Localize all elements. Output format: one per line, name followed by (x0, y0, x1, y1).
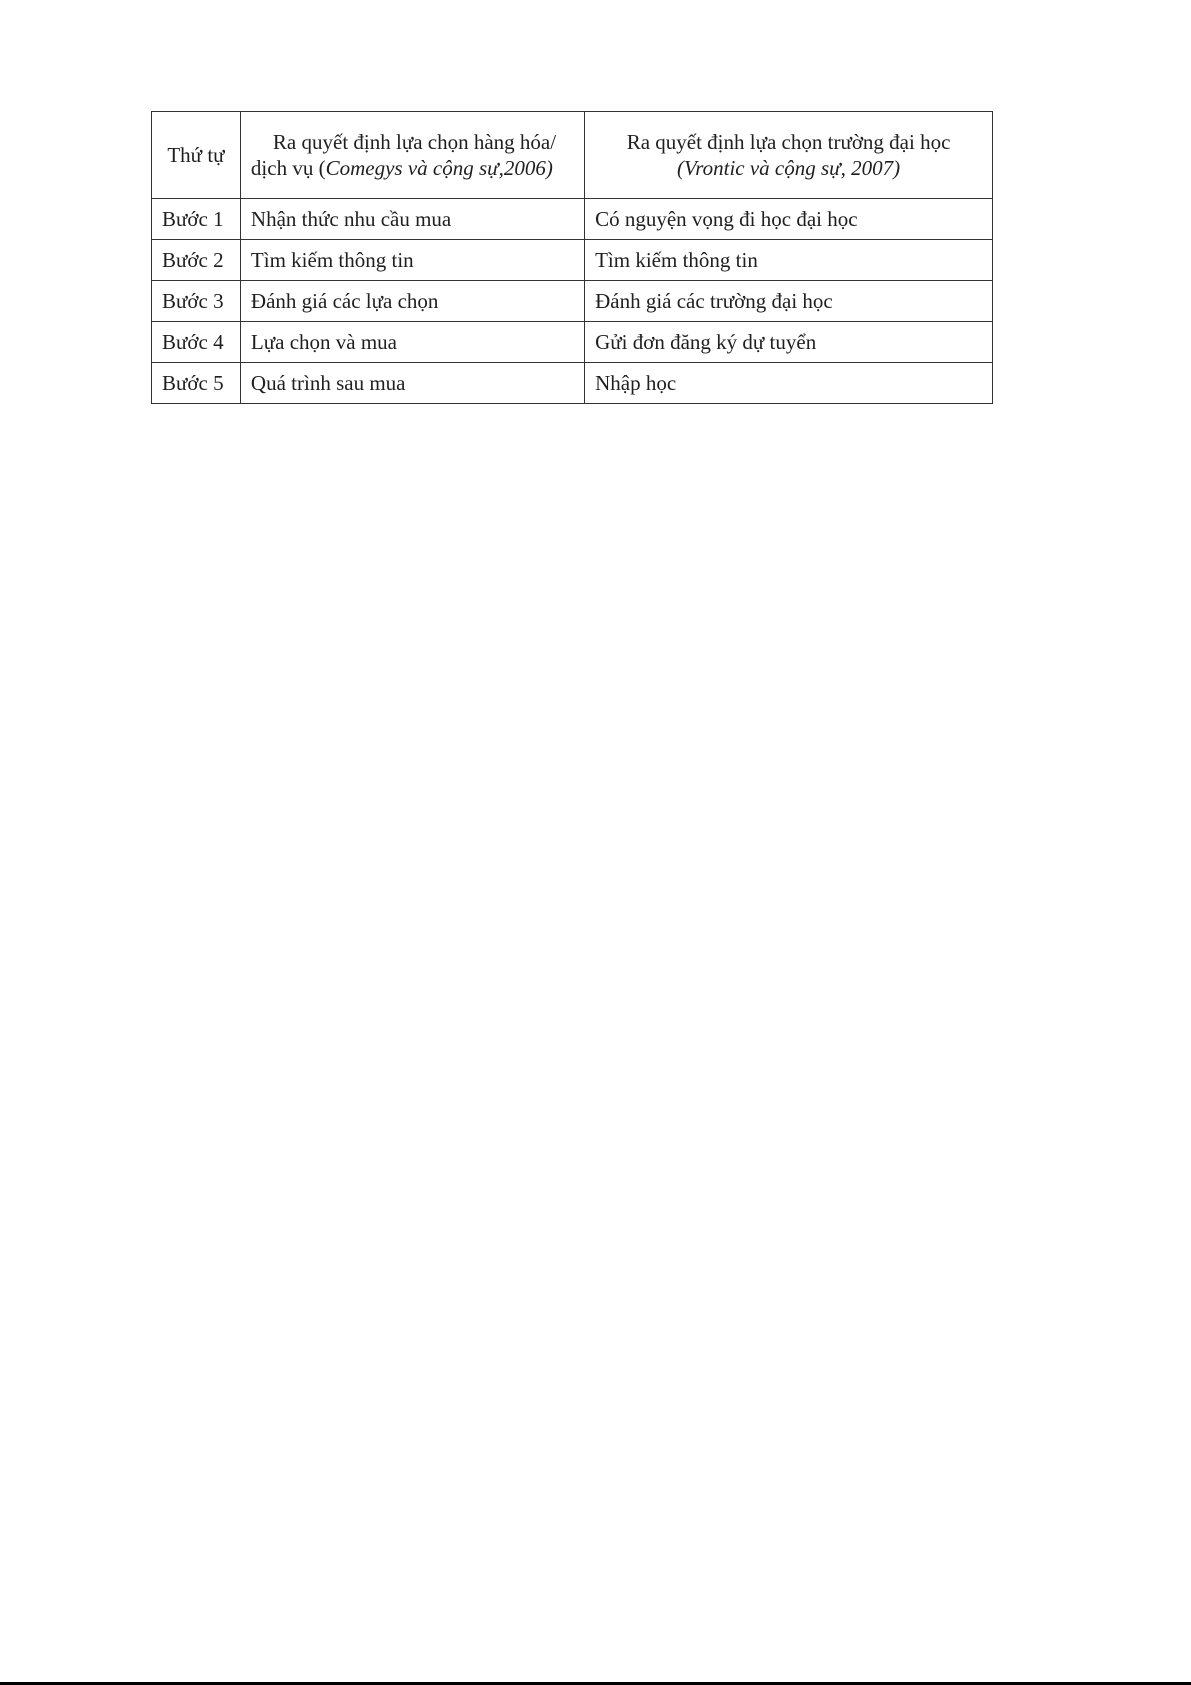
step-cell: Bước 3 (152, 281, 241, 322)
goods-cell: Đánh giá các lựa chọn (240, 281, 584, 322)
table-row (152, 322, 993, 363)
header-university-title: Ra quyết định lựa chọn trường đại học (626, 129, 951, 154)
table-header (152, 112, 993, 199)
header-university-citation: (Vrontic và cộng sự, 2007) (676, 156, 901, 180)
goods-cell: Quá trình sau mua (240, 363, 584, 404)
step-cell: Bước 2 (152, 240, 241, 281)
table-row (152, 363, 993, 404)
university-cell: Gửi đơn đăng ký dự tuyển (585, 322, 993, 363)
header-goods-subtitle (251, 155, 578, 181)
header-goods-citation: Comegys và cộng sự,2006) (325, 156, 553, 180)
goods-cell: Lựa chọn và mua (240, 322, 584, 363)
step-cell: Bước 4 (152, 322, 241, 363)
header-row (152, 112, 993, 199)
university-cell: Có nguyện vọng đi học đại học (585, 199, 993, 240)
step-cell: Bước 1 (152, 199, 241, 240)
university-cell: Đánh giá các trường đại học (585, 281, 993, 322)
table-row (152, 240, 993, 281)
table-body (152, 199, 993, 404)
header-order: Thứ tự (152, 112, 241, 199)
header-goods-prefix: dịch vụ ( (250, 156, 326, 180)
university-cell: Tìm kiếm thông tin (585, 240, 993, 281)
header-goods-title: Ra quyết định lựa chọn hàng hóa/ (272, 129, 557, 154)
table-row (152, 199, 993, 240)
table-row (152, 281, 993, 322)
step-cell: Bước 5 (152, 363, 241, 404)
goods-cell: Tìm kiếm thông tin (240, 240, 584, 281)
header-university-decision (585, 112, 993, 199)
decision-steps-table (151, 111, 993, 404)
header-goods-decision (240, 112, 584, 199)
university-cell: Nhập học (585, 363, 993, 404)
goods-cell: Nhận thức nhu cầu mua (240, 199, 584, 240)
